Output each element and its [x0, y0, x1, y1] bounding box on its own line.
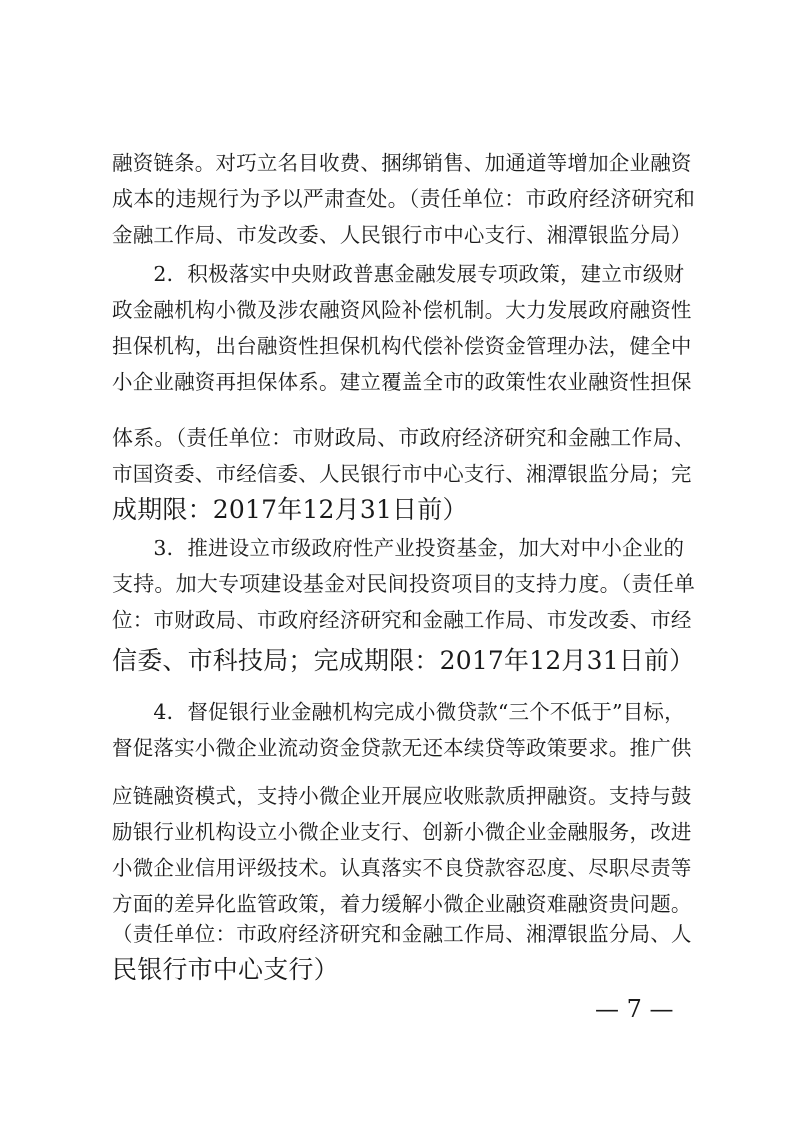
text-line: 小企业融资再担保体系。建立覆盖全市的政策性农业融资性担保: [112, 370, 692, 394]
text-line: 方面的差异化监管政策，着力缓解小微企业融资难融资贵问题。: [112, 892, 692, 916]
text-line: 民银行市中心支行）: [112, 955, 339, 984]
text-line: 支持。加大专项建设基金对民间投资项目的支持力度。（责任单: [112, 572, 696, 596]
text-line: 应链融资模式，支持小微企业开展应收账款质押融资。支持与鼓: [112, 784, 692, 808]
text-line: 市国资委、市经信委、人民银行市中心支行、湘潭银监分局；完: [112, 462, 692, 486]
text-line: 融资链条。对巧立名目收费、捆绑销售、加通道等增加企业融资: [112, 151, 692, 175]
text-line: （责任单位：市政府经济研究和金融工作局、湘潭银监分局、人: [112, 922, 692, 946]
page-number: — 7 —: [595, 995, 674, 1023]
text-line: 励银行业机构设立小微企业支行、创新小微企业金融服务，改进: [112, 820, 692, 844]
text-line: 4．督促银行业金融机构完成小微贷款“三个不低于”目标，: [112, 700, 685, 724]
text-line: 2．积极落实中央财政普惠金融发展专项政策，建立市级财: [112, 262, 685, 286]
text-line: 政金融机构小微及涉农融资风险补偿机制。大力发展政府融资性: [112, 298, 692, 322]
text-line: 位：市财政局、市政府经济研究和金融工作局、市发改委、市经: [112, 608, 692, 632]
text-line: 信委、市科技局；完成期限：2017年12月31日前）: [112, 646, 695, 675]
text-line: 小微企业信用评级技术。认真落实不良贷款容忍度、尽职尽责等: [112, 856, 692, 880]
text-line: 成本的违规行为予以严肃查处。（责任单位：市政府经济研究和: [112, 187, 696, 211]
text-line: 3．推进设立市级政府性产业投资基金，加大对中小企业的: [112, 536, 685, 560]
text-line: 体系。（责任单位：市财政局、市政府经济研究和金融工作局、: [112, 426, 696, 450]
text-line: 成期限：2017年12月31日前）: [112, 495, 468, 524]
text-line: 担保机构，出台融资性担保机构代偿补偿资金管理办法，健全中: [112, 334, 692, 358]
text-line: 金融工作局、市发改委、人民银行市中心支行、湘潭银监分局）: [112, 223, 692, 247]
text-line: 督促落实小微企业流动资金贷款无还本续贷等政策要求。推广供: [112, 736, 692, 760]
